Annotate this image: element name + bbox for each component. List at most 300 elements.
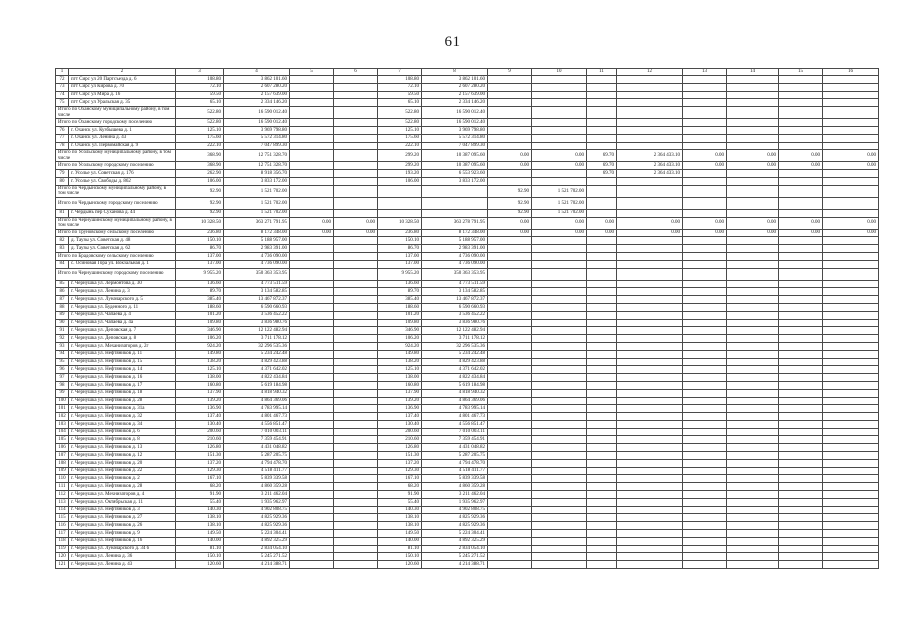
value-cell: [532, 335, 587, 343]
value-cell: [727, 358, 779, 366]
value-cell: [532, 311, 587, 319]
value-cell: [779, 491, 823, 499]
value-cell: 2 157 639.00: [224, 91, 290, 99]
value-cell: [532, 413, 587, 421]
value-cell: [617, 405, 683, 413]
value-cell: [823, 358, 879, 366]
value-cell: [587, 522, 617, 530]
value-cell: [779, 76, 823, 84]
value-cell: 3 862 101.60: [422, 76, 488, 84]
value-cell: [587, 436, 617, 444]
value-cell: 4 773 511.59: [422, 280, 488, 288]
value-cell: 346.90: [176, 327, 224, 335]
value-cell: [290, 452, 334, 460]
value-cell: 1 521 702.00: [532, 185, 587, 197]
value-cell: 210.60: [176, 436, 224, 444]
value-cell: 137.00: [378, 252, 422, 260]
value-cell: [683, 107, 727, 119]
value-cell: 5 287 205.75: [224, 452, 290, 460]
value-cell: 4 783 995.14: [224, 405, 290, 413]
subtotal-row: [56, 229, 879, 237]
value-cell: 125.10: [378, 366, 422, 374]
value-cell: 136.90: [176, 405, 224, 413]
value-cell: [488, 177, 532, 185]
value-cell: [823, 428, 879, 436]
value-cell: [727, 553, 779, 561]
value-cell: [532, 514, 587, 522]
value-cell: [587, 99, 617, 107]
value-cell: [488, 514, 532, 522]
value-cell: 3 969 798.80: [422, 126, 488, 134]
header-cell: 3: [176, 69, 224, 76]
value-cell: [488, 381, 532, 389]
address-cell: г. Чернушка ул. Чапаева д. 4а: [69, 319, 176, 327]
value-cell: [587, 327, 617, 335]
value-cell: [290, 561, 334, 569]
value-cell: [727, 335, 779, 343]
subtotal-row: [56, 252, 879, 260]
subtotal-label: Итого по Чердынскому городскому поселению: [56, 197, 176, 209]
header-row: [56, 69, 879, 76]
row-number: 76: [56, 126, 69, 134]
table-row: [56, 83, 879, 91]
value-cell: 4 829 423.88: [422, 358, 488, 366]
row-number: 73: [56, 83, 69, 91]
value-cell: [683, 561, 727, 569]
value-cell: 4 214 388.71: [422, 561, 488, 569]
value-cell: [532, 99, 587, 107]
value-cell: [779, 514, 823, 522]
value-cell: [823, 491, 879, 499]
value-cell: 1 521 702.00: [224, 185, 290, 197]
address-cell: г. Чернушка ул. Мехнизаторов д. 4: [69, 491, 176, 499]
value-cell: 4 860 359.28: [422, 483, 488, 491]
value-cell: 136.60: [378, 280, 422, 288]
table-row: [56, 366, 879, 374]
value-cell: [587, 467, 617, 475]
value-cell: 4 825 929.36: [422, 514, 488, 522]
value-cell: [587, 91, 617, 99]
value-cell: [727, 413, 779, 421]
value-cell: [488, 483, 532, 491]
value-cell: [587, 530, 617, 538]
row-number: 92: [56, 335, 69, 343]
row-number: 90: [56, 319, 69, 327]
value-cell: 12 122 482.94: [422, 327, 488, 335]
value-cell: [617, 119, 683, 127]
value-cell: 106.20: [378, 335, 422, 343]
value-cell: [334, 491, 378, 499]
value-cell: 522.80: [176, 107, 224, 119]
value-cell: 10 387 095.60: [422, 150, 488, 162]
value-cell: [823, 530, 879, 538]
value-cell: [290, 260, 334, 268]
value-cell: [334, 514, 378, 522]
value-cell: [290, 209, 334, 217]
value-cell: 2 334 146.20: [422, 99, 488, 107]
value-cell: [587, 428, 617, 436]
value-cell: [683, 428, 727, 436]
value-cell: 150.10: [378, 237, 422, 245]
value-cell: [779, 335, 823, 343]
address-cell: г. Чернушка ул. Нефтяников д. 17: [69, 381, 176, 389]
value-cell: [727, 561, 779, 569]
value-cell: 3 836 980.76: [224, 319, 290, 327]
value-cell: [683, 335, 727, 343]
value-cell: [823, 537, 879, 545]
value-cell: [290, 119, 334, 127]
value-cell: [779, 237, 823, 245]
value-cell: [587, 459, 617, 467]
row-number: 109: [56, 467, 69, 475]
value-cell: [683, 405, 727, 413]
value-cell: [683, 209, 727, 217]
value-cell: [779, 280, 823, 288]
value-cell: 137.40: [176, 413, 224, 421]
address-cell: г. Чернушка ул. Нефтяников д. 20: [69, 459, 176, 467]
value-cell: [779, 444, 823, 452]
value-cell: 363 278 791.95: [422, 217, 488, 229]
value-cell: 262.90: [176, 170, 224, 178]
value-cell: 299.20: [378, 162, 422, 170]
value-cell: 4 822 434.84: [224, 374, 290, 382]
value-cell: [488, 288, 532, 296]
row-number: 107: [56, 452, 69, 460]
value-cell: 4 431 048.82: [224, 444, 290, 452]
value-cell: [422, 209, 488, 217]
value-cell: 16 590 012.40: [224, 107, 290, 119]
value-cell: [617, 381, 683, 389]
value-cell: [587, 119, 617, 127]
value-cell: [587, 280, 617, 288]
value-cell: 4 902 808.75: [224, 506, 290, 514]
value-cell: [334, 335, 378, 343]
value-cell: [779, 366, 823, 374]
value-cell: [290, 76, 334, 84]
value-cell: [290, 91, 334, 99]
value-cell: 59.50: [378, 91, 422, 99]
row-number: 75: [56, 99, 69, 107]
value-cell: [727, 537, 779, 545]
header-cell: 16: [823, 69, 879, 76]
address-cell: г. Чернушка ул. Луначарского д. 34 б: [69, 545, 176, 553]
value-cell: 3 711 178.12: [224, 335, 290, 343]
value-cell: 167.10: [176, 475, 224, 483]
table-row: [56, 91, 879, 99]
value-cell: [779, 170, 823, 178]
value-cell: [823, 99, 879, 107]
value-cell: 4 518 411.77: [422, 467, 488, 475]
value-cell: [727, 91, 779, 99]
value-cell: [290, 252, 334, 260]
value-cell: 151.30: [176, 452, 224, 460]
value-cell: [488, 107, 532, 119]
value-cell: [334, 142, 378, 150]
row-number: 110: [56, 475, 69, 483]
table-row: [56, 209, 879, 217]
value-cell: [334, 288, 378, 296]
value-cell: [823, 170, 879, 178]
value-cell: 0.00: [488, 150, 532, 162]
value-cell: [617, 350, 683, 358]
value-cell: [727, 459, 779, 467]
value-cell: [823, 366, 879, 374]
value-cell: [727, 245, 779, 253]
value-cell: [532, 126, 587, 134]
value-cell: [290, 311, 334, 319]
address-cell: г. Чернушка ул. Нефтяников д. 16: [69, 374, 176, 382]
value-cell: [617, 260, 683, 268]
value-cell: 4 794 478.70: [224, 459, 290, 467]
value-cell: 3 536 452.22: [422, 311, 488, 319]
value-cell: 138.10: [176, 514, 224, 522]
value-cell: 2 334 146.20: [224, 99, 290, 107]
value-cell: [488, 245, 532, 253]
row-number: 91: [56, 327, 69, 335]
value-cell: [532, 397, 587, 405]
header-cell: 1: [56, 69, 69, 76]
value-cell: [334, 303, 378, 311]
value-cell: [488, 545, 532, 553]
value-cell: [290, 420, 334, 428]
value-cell: 136.60: [176, 280, 224, 288]
value-cell: [779, 498, 823, 506]
value-cell: [334, 245, 378, 253]
value-cell: 32 296 535.36: [224, 342, 290, 350]
value-cell: [488, 405, 532, 413]
value-cell: 150.10: [176, 237, 224, 245]
value-cell: 2 834 054.10: [422, 545, 488, 553]
value-cell: [823, 467, 879, 475]
value-cell: [727, 303, 779, 311]
row-number: 101: [56, 405, 69, 413]
value-cell: 149.80: [176, 350, 224, 358]
table-row: [56, 553, 879, 561]
value-cell: 4 818 940.32: [224, 389, 290, 397]
value-cell: 125.10: [176, 126, 224, 134]
value-cell: [727, 327, 779, 335]
value-cell: 3 134 582.85: [224, 288, 290, 296]
value-cell: 5 572 314.80: [422, 134, 488, 142]
value-cell: [334, 561, 378, 569]
table-row: [56, 358, 879, 366]
value-cell: [683, 459, 727, 467]
value-cell: 3 862 101.60: [224, 76, 290, 84]
value-cell: [617, 452, 683, 460]
address-cell: пгт Сирс ул Кирова д. 70: [69, 83, 176, 91]
value-cell: 140.30: [176, 506, 224, 514]
value-cell: [727, 467, 779, 475]
value-cell: [617, 177, 683, 185]
table-row: [56, 260, 879, 268]
value-cell: [779, 99, 823, 107]
value-cell: 5 619 184.98: [224, 381, 290, 389]
value-cell: [587, 498, 617, 506]
value-cell: 32 296 535.36: [422, 342, 488, 350]
value-cell: 368.90: [176, 150, 224, 162]
address-cell: д. Таузы ул. Советская д. 48: [69, 237, 176, 245]
value-cell: [727, 483, 779, 491]
table-row: [56, 475, 879, 483]
value-cell: [779, 260, 823, 268]
value-cell: [532, 389, 587, 397]
value-cell: [727, 99, 779, 107]
value-cell: [587, 197, 617, 209]
value-cell: [532, 537, 587, 545]
table-row: [56, 280, 879, 288]
value-cell: [587, 374, 617, 382]
value-cell: 0.00: [779, 217, 823, 229]
value-cell: [334, 319, 378, 327]
table-row: [56, 350, 879, 358]
address-cell: г. Чернушка ул. Нефтяников д. 26: [69, 522, 176, 530]
value-cell: [823, 260, 879, 268]
value-cell: [617, 389, 683, 397]
value-cell: 4 801 467.73: [224, 413, 290, 421]
value-cell: 175.60: [176, 134, 224, 142]
value-cell: 92.90: [488, 197, 532, 209]
value-cell: 81.10: [378, 545, 422, 553]
value-cell: [617, 268, 683, 280]
row-number: 84: [56, 260, 69, 268]
subtotal-label: Итого по Чердынскому муниципальному району, в том числе: [56, 185, 176, 197]
value-cell: [779, 303, 823, 311]
value-cell: [290, 537, 334, 545]
value-cell: [727, 119, 779, 127]
value-cell: 0.00: [823, 150, 879, 162]
value-cell: [290, 319, 334, 327]
value-cell: 0.00: [779, 162, 823, 170]
value-cell: [617, 397, 683, 405]
value-cell: [823, 134, 879, 142]
value-cell: [617, 197, 683, 209]
value-cell: [290, 107, 334, 119]
value-cell: [532, 107, 587, 119]
table-row: [56, 99, 879, 107]
value-cell: [378, 197, 422, 209]
value-cell: 8 172 348.00: [422, 229, 488, 237]
table-row: [56, 134, 879, 142]
value-cell: [290, 444, 334, 452]
value-cell: [683, 177, 727, 185]
value-cell: [334, 553, 378, 561]
value-cell: [334, 374, 378, 382]
value-cell: 7 010 003.11: [224, 428, 290, 436]
value-cell: [823, 335, 879, 343]
value-cell: [488, 444, 532, 452]
value-cell: [727, 514, 779, 522]
value-cell: [617, 358, 683, 366]
address-cell: г. Чернушка ул. Ленина д. 3: [69, 288, 176, 296]
value-cell: [587, 83, 617, 91]
value-cell: 120.60: [378, 561, 422, 569]
address-cell: г. Чернушка ул. Нефтяников д. 2: [69, 475, 176, 483]
value-cell: [683, 374, 727, 382]
table-row: [56, 506, 879, 514]
value-cell: [532, 280, 587, 288]
value-cell: 6 590 660.93: [422, 303, 488, 311]
value-cell: [488, 366, 532, 374]
value-cell: 1 521 702.00: [224, 197, 290, 209]
value-cell: [779, 142, 823, 150]
subtotal-label: Итого по Оханскому городскому поселению: [56, 119, 176, 127]
value-cell: [779, 561, 823, 569]
table-row: [56, 142, 879, 150]
value-cell: [587, 366, 617, 374]
value-cell: [488, 119, 532, 127]
value-cell: 6 590 660.93: [224, 303, 290, 311]
value-cell: [587, 452, 617, 460]
value-cell: [290, 245, 334, 253]
value-cell: [488, 134, 532, 142]
row-number: 105: [56, 436, 69, 444]
value-cell: 3 836 980.76: [422, 319, 488, 327]
table-row: [56, 428, 879, 436]
value-cell: [587, 350, 617, 358]
address-cell: г. Чернушка ул. Нефтяников д. 14: [69, 366, 176, 374]
value-cell: 6 553 923.60: [422, 170, 488, 178]
value-cell: 346.90: [378, 327, 422, 335]
value-cell: [683, 83, 727, 91]
value-cell: 1 521 702.00: [224, 209, 290, 217]
value-cell: 137.00: [176, 260, 224, 268]
value-cell: [823, 237, 879, 245]
value-cell: [587, 319, 617, 327]
value-cell: [779, 185, 823, 197]
value-cell: [683, 483, 727, 491]
value-cell: [587, 311, 617, 319]
value-cell: [823, 350, 879, 358]
value-cell: [334, 436, 378, 444]
value-cell: [334, 119, 378, 127]
value-cell: [488, 268, 532, 280]
value-cell: 7 359 454.91: [422, 436, 488, 444]
value-cell: [683, 99, 727, 107]
value-cell: [727, 209, 779, 217]
value-cell: [488, 389, 532, 397]
value-cell: [488, 467, 532, 475]
value-cell: [617, 413, 683, 421]
value-cell: [290, 381, 334, 389]
value-cell: 350 363 353.95: [422, 268, 488, 280]
value-cell: [683, 514, 727, 522]
table-row: [56, 413, 879, 421]
value-cell: [488, 428, 532, 436]
header-cell: 4: [224, 69, 290, 76]
value-cell: 16 590 012.40: [422, 107, 488, 119]
value-cell: 138.10: [378, 514, 422, 522]
value-cell: [823, 381, 879, 389]
value-cell: [823, 452, 879, 460]
value-cell: 385.40: [176, 296, 224, 304]
value-cell: [727, 545, 779, 553]
address-cell: д. Таузы ул. Советская д. 62: [69, 245, 176, 253]
row-number: 87: [56, 296, 69, 304]
value-cell: 0.00: [587, 217, 617, 229]
value-cell: 10 328.50: [176, 217, 224, 229]
value-cell: [617, 142, 683, 150]
value-cell: [334, 177, 378, 185]
header-cell: 12: [617, 69, 683, 76]
value-cell: [488, 498, 532, 506]
value-cell: [617, 335, 683, 343]
value-cell: 5 234 242.48: [422, 350, 488, 358]
value-cell: [488, 83, 532, 91]
value-cell: [587, 514, 617, 522]
table-row: [56, 498, 879, 506]
address-cell: г. Чернушка ул. Ленина д. 36: [69, 553, 176, 561]
value-cell: [290, 288, 334, 296]
